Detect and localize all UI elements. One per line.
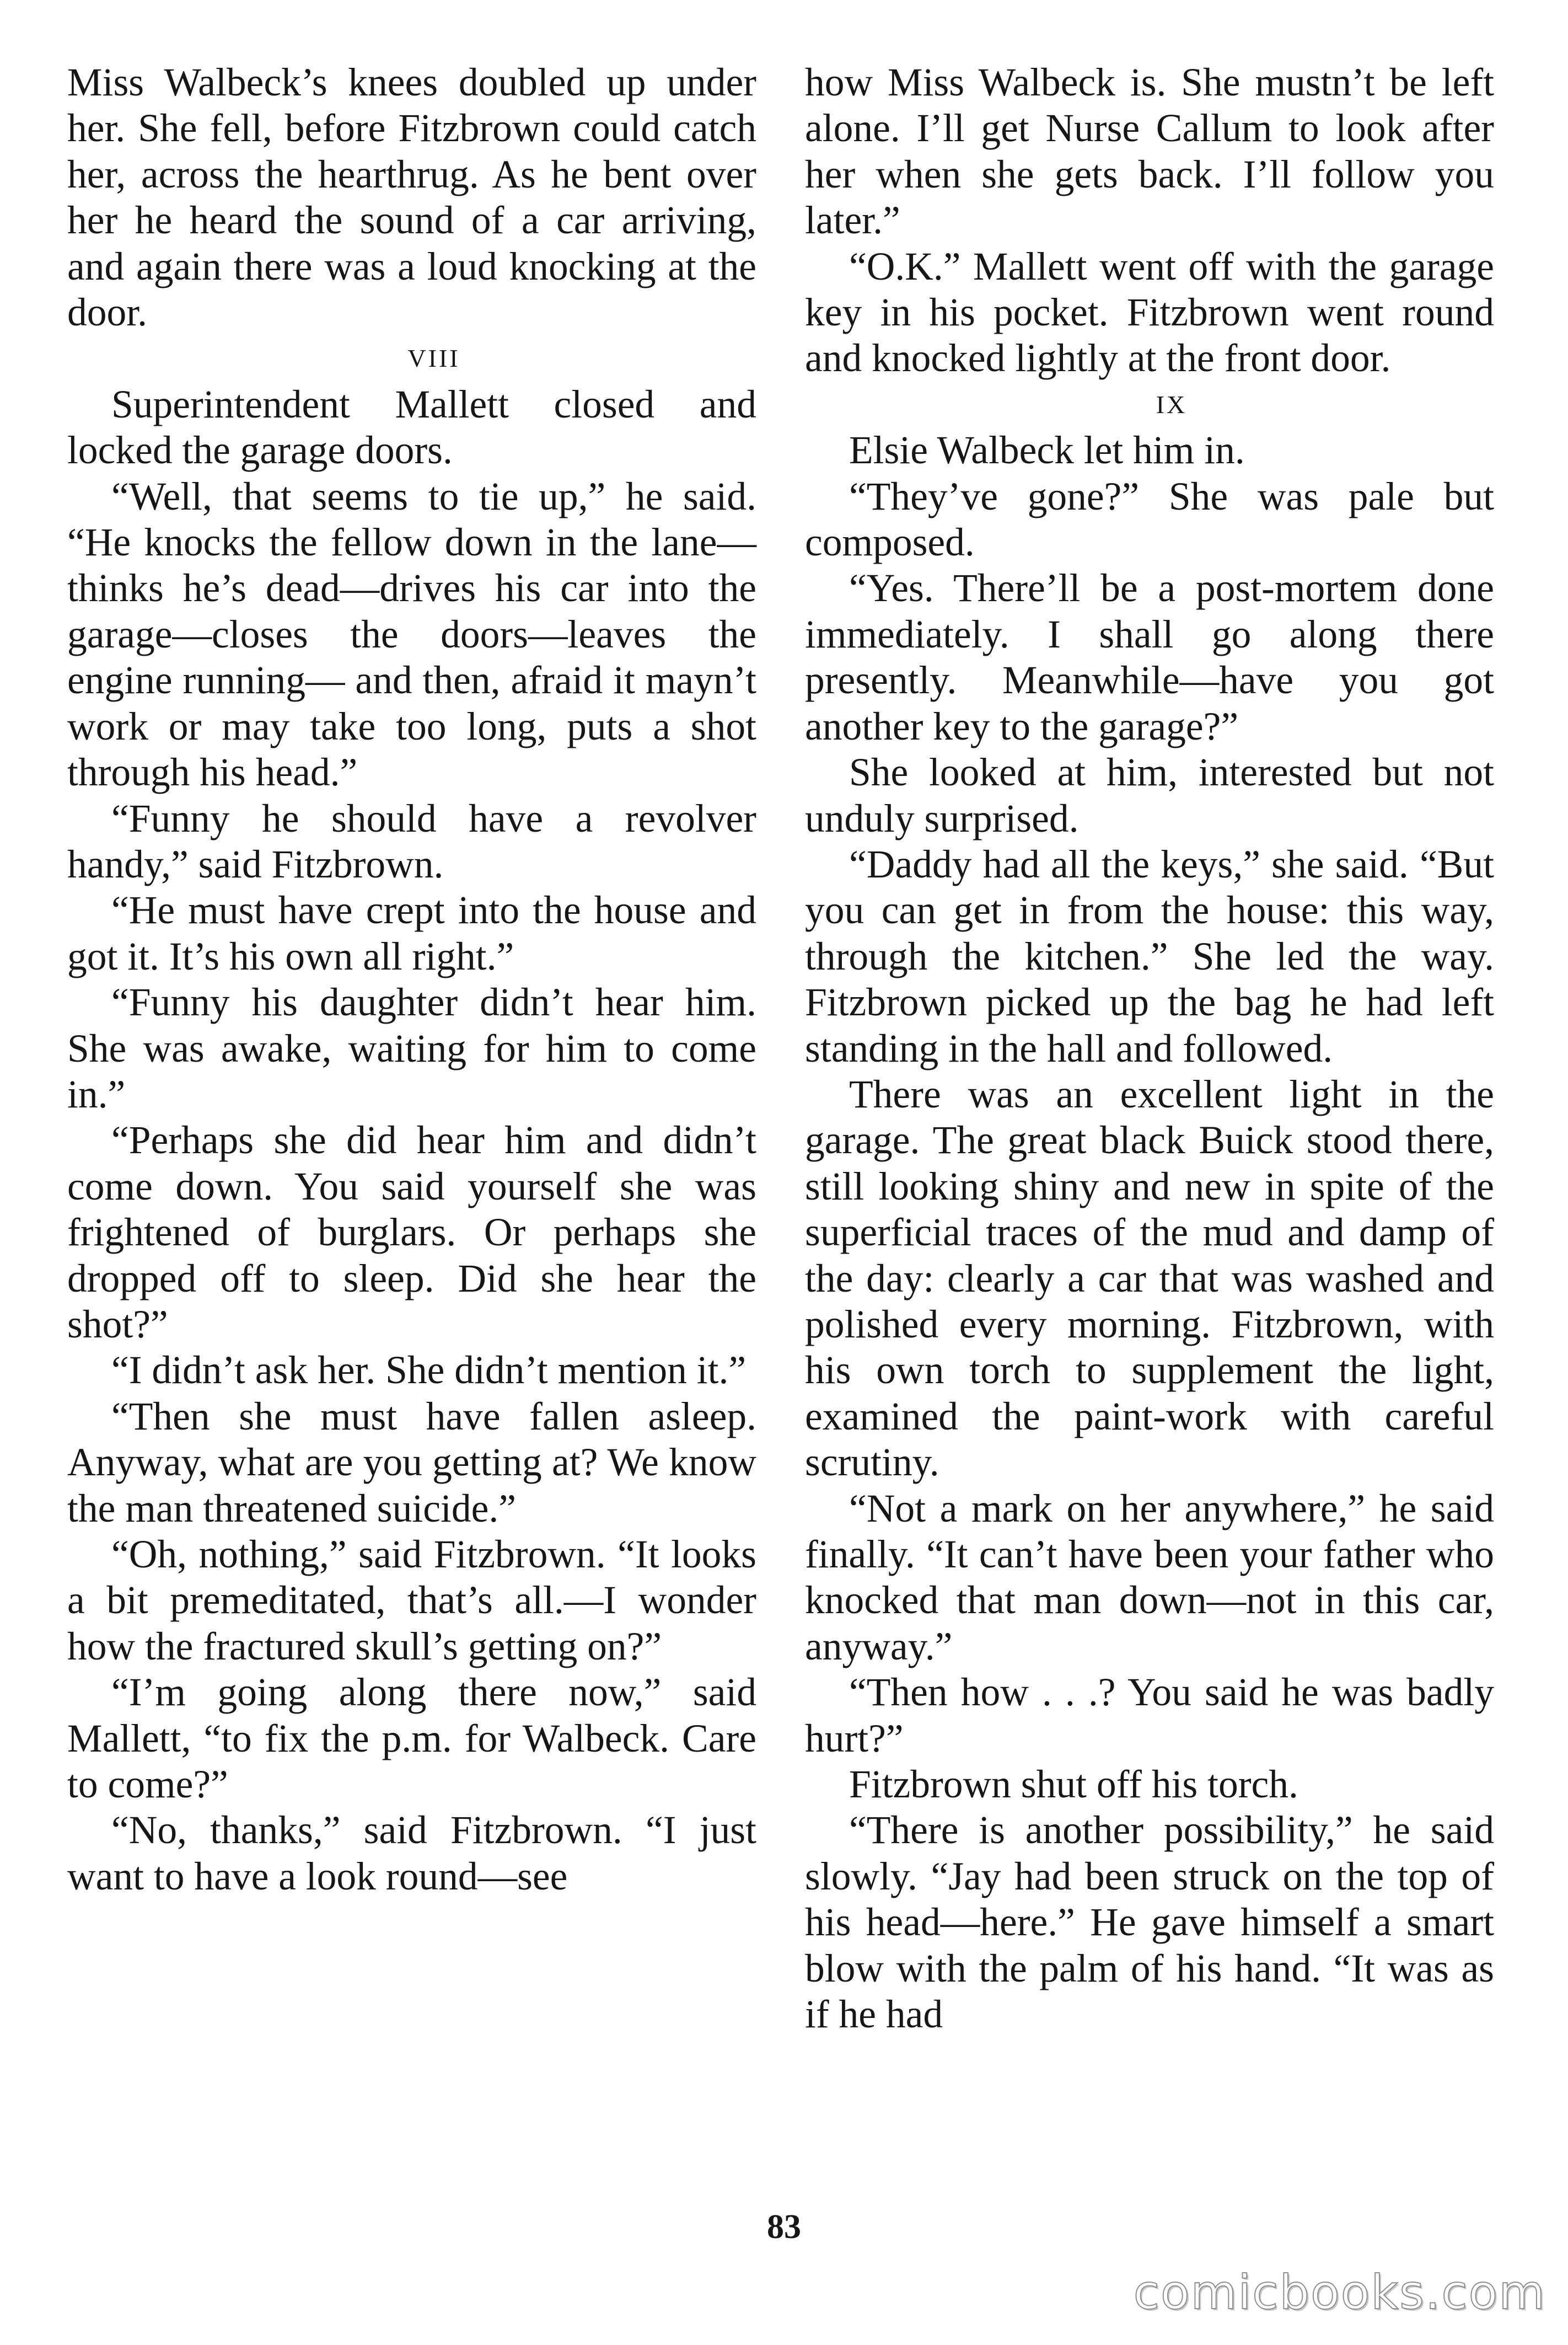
left-column bbox=[67, 60, 756, 1899]
paragraph: Fitzbrown shut off his torch. bbox=[849, 1763, 1298, 1807]
paragraph: “Daddy had all the keys,” she said. “But you can get in from the house: this way, through the kitchen.” She led the way. Fitzbrown picked up the bag he had left standing in the hall and followed. bbox=[805, 842, 1494, 1070]
paragraph: “Then how . . .? You said he was badly hurt?” bbox=[805, 1671, 1494, 1760]
paragraph: “Perhaps she did hear him and didn’t come down. You said yourself she was frightened of burglars. Or perhaps she dropped off to sleep. Did she hear the shot?” bbox=[67, 1118, 756, 1346]
paragraph: Superintendent Mallett closed and locked the garage doors. bbox=[67, 382, 756, 473]
paragraph: There was an excellent light in the garage. The great black Buick stood there, still looking shiny and new in spite of the superficial traces of the mud and damp of the day: clearly a car that was washed and polished every morning. Fitzbrown, with his own torch to supplement the light, examined the paint-work with careful scrutiny. bbox=[805, 1072, 1494, 1485]
paragraph: She looked at him, interested but not unduly surprised. bbox=[805, 751, 1494, 840]
paragraph: “He must have crept into the house and got it. It’s his own all right.” bbox=[67, 888, 756, 978]
page-number: 83 bbox=[767, 2208, 801, 2246]
paragraph: how Miss Walbeck is. She mustn’t be left alone. I’ll get Nurse Callum to look after her when she gets back. I’ll follow you later.” bbox=[805, 61, 1494, 243]
paragraph: “Well, that seems to tie up,” he said. “He knocks the fellow down in the lane—thinks he’s dead—drives his car into the garage—closes the doors—leaves the engine running— and then, afraid it mayn’t work or may take too long, puts a shot through his head.” bbox=[67, 474, 756, 795]
paragraph: Miss Walbeck’s knees doubled up under her. She fell, before Fitzbrown could catch her, across the hearthrug. As he bent over her he heard the sound of a car arriving, and again there was a loud knocking at the door. bbox=[67, 61, 756, 335]
paragraph: “O.K.” Mallett went off with the garage key in his pocket. Fitzbrown went round and knocked lightly at the front door. bbox=[805, 244, 1494, 381]
paragraph: “I’m going along there now,” said Mallett, “to fix the p.m. for Walbeck. Care to come?” bbox=[67, 1671, 756, 1807]
right-column bbox=[805, 60, 1494, 2037]
paragraph: “Then she must have fallen asleep. Anyway, what are you getting at? We know the man threatened suicide.” bbox=[67, 1394, 756, 1530]
paragraph: “Funny his daughter didn’t hear him. She was awake, waiting for him to come in.” bbox=[67, 981, 756, 1116]
section-heading-ix: IX bbox=[1156, 390, 1188, 419]
paragraph: “There is another possibility,” he said slowly. “Jay had been struck on the top of his head—here.” He gave himself a smart blow with the palm of his hand. “It was as if he had bbox=[805, 1808, 1494, 2037]
paragraph: “I didn’t ask her. She didn’t mention it.” bbox=[111, 1348, 747, 1393]
paragraph: “No, thanks,” said Fitzbrown. “I just want to have a look round—see bbox=[67, 1808, 756, 1898]
paragraph: “Funny he should have a revolver handy,” said Fitzbrown. bbox=[67, 796, 756, 886]
paragraph: “Oh, nothing,” said Fitzbrown. “It looks a bit premeditated, that’s all.—I wonder how the fractured skull’s getting on?” bbox=[67, 1533, 756, 1668]
paragraph: “Not a mark on her anywhere,” he said finally. “It can’t have been your father who knocked that man down—not in this car, anyway.” bbox=[805, 1486, 1494, 1668]
paragraph: “They’ve gone?” She was pale but composed. bbox=[805, 474, 1494, 565]
watermark: comicbooks.com bbox=[1133, 2265, 1546, 2320]
section-heading-viii: VIII bbox=[407, 344, 460, 373]
paragraph: Elsie Walbeck let him in. bbox=[849, 429, 1245, 473]
paragraph: “Yes. There’ll be a post-mortem done immediately. I shall go along there presently. Meanwhile—have you got another key to the garage?” bbox=[805, 566, 1494, 748]
